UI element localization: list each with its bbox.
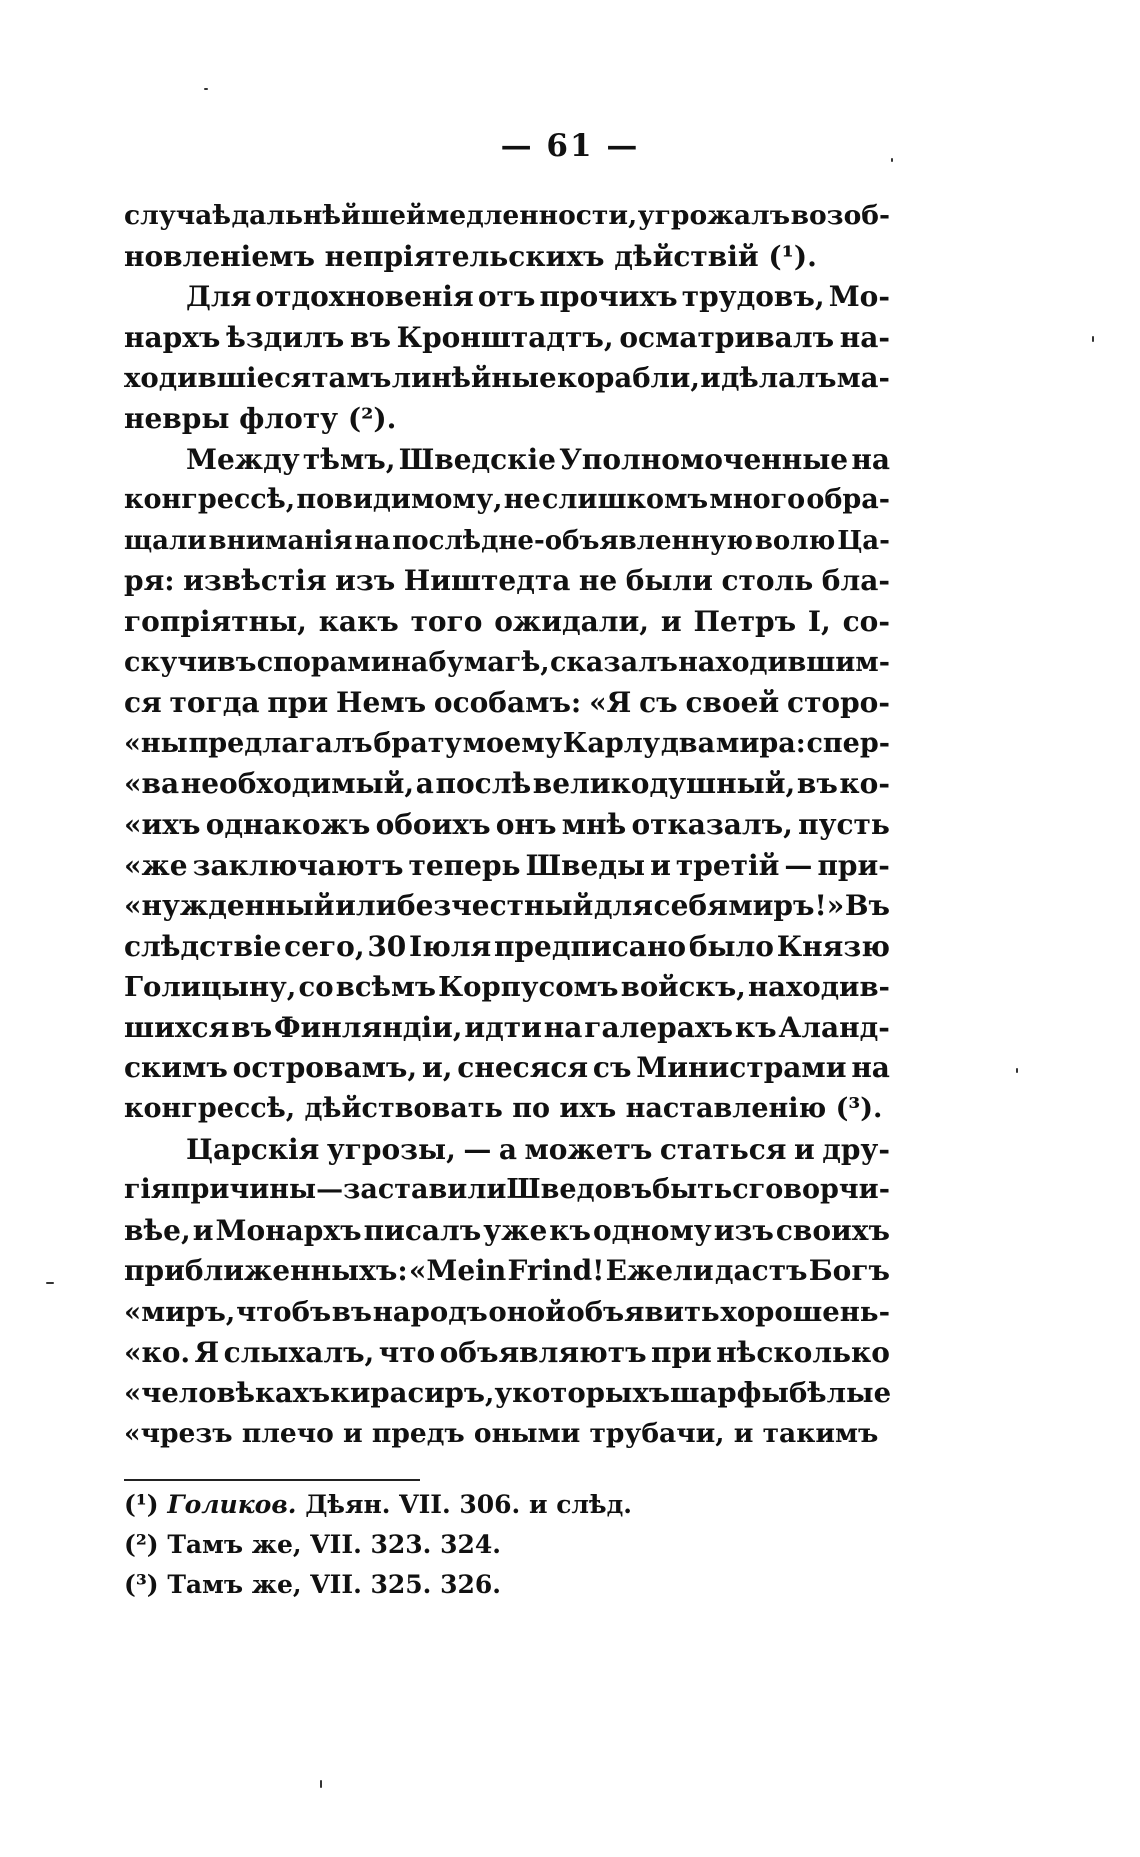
text-line: новленіемъ непріятельскихъ дѣйствій (¹). [124,239,817,273]
text-line: ря: извѣстія изъ Ништедта не были столь бла- [124,564,890,598]
text-line: «миръ, чтобъ въ народъ оной объявить хорошень- [124,1296,890,1329]
text-line: шихся въ Финляндіи, идти на галерахъ къ Аланд- [124,1010,890,1044]
text-line: случаѣ дальнѣйшей медленности, угрожалъ возоб- [124,200,890,231]
text-line: вѣе, и Монархъ писалъ уже къ одному изъ своихъ [124,1213,890,1247]
text-line: слѣдствіе сего, 30 Іюля предписано было Князю [124,929,890,963]
footnote-mark: (²) [124,1530,159,1559]
text-line: приближенныхъ: «Mein Frind! Ежели дастъ Богъ [124,1254,890,1288]
text-line: «ва необходимый, а послѣ великодушный, въ ко- [124,767,890,801]
text-line: скимъ островамъ, и, снесяся съ Министрами на [124,1051,890,1085]
scan-speck [1016,1068,1018,1073]
text-line: невры флоту (²). [124,401,397,435]
footnote-author: Голиков. [167,1490,297,1519]
text-line: «ихъ однакожъ обоихъ онъ мнѣ отказалъ, пусть [124,807,890,841]
footnote-text: Тамъ же, VII. 323. 324. [167,1530,501,1559]
text-line: «нужденный или безчестный для себя миръ!» Въ [124,889,890,923]
text-line: скучивъ спорами на бумагѣ, сказалъ находившим- [124,646,890,678]
footnotes [124,1485,824,1605]
text-line: ся тогда при Немъ особамъ: «Я съ своей сторо- [124,686,890,720]
text-line: конгрессѣ, повидимому, не слишкомъ много обра- [124,484,890,516]
text-line: гія причины — заставили Шведовъ быть сговорчи- [124,1174,890,1206]
text-line: щали вниманія на послѣдне-объявленную волю Ца- [124,525,890,556]
text-line: Между тѣмъ, Шведскіе Уполномоченные на [186,442,890,476]
text-line: Для отдохновенія отъ прочихъ трудовъ, Мо- [186,280,890,314]
scan-speck [46,1282,54,1284]
text-line: Голицыну, со всѣмъ Корпусомъ войскъ, находив- [124,971,890,1004]
page-number: — 61 — [500,128,640,164]
scan-speck [320,1780,322,1788]
text-line: гопріятны, какъ того ожидали, и Петръ I, со- [124,604,890,638]
text-line: нархъ ѣздилъ въ Кронштадтъ, осматривалъ на- [124,320,890,354]
footnote-rule [124,1479,420,1481]
text-line: «ны предлагалъ брату моему Карлу два мира: спер- [124,727,890,759]
footnote [124,1525,824,1565]
text-line: конгрессѣ, дѣйствовать по ихъ наставленію (³). [124,1093,883,1125]
scan-speck [204,88,208,90]
footnote-mark: (¹) [124,1490,159,1519]
body-text [124,196,890,1454]
text-line: ходившіеся тамъ линѣйные корабли, и дѣлалъ ма- [124,362,890,395]
text-line: «чрезъ плечо и предъ оными трубачи, и такимъ [124,1417,879,1449]
scan-speck [1092,336,1094,342]
footnote-text: Дѣян. VII. 306. и слѣд. [305,1490,632,1519]
footnote [124,1565,824,1605]
footnote [124,1485,824,1525]
scan-speck [891,158,893,162]
footnote-mark: (³) [124,1570,159,1599]
text-line: Царскія угрозы, — а можетъ статься и дру- [186,1132,890,1166]
footnote-text: Тамъ же, VII. 325. 326. [167,1570,501,1599]
text-line: «человѣкахъ кирасиръ, у которыхъ шарфы бѣлые [124,1377,892,1410]
text-line: «ко. Я слыхалъ, что объявляютъ при нѣсколько [124,1335,890,1369]
text-line: «же заключаютъ теперь Шведы и третій — при- [124,848,890,882]
